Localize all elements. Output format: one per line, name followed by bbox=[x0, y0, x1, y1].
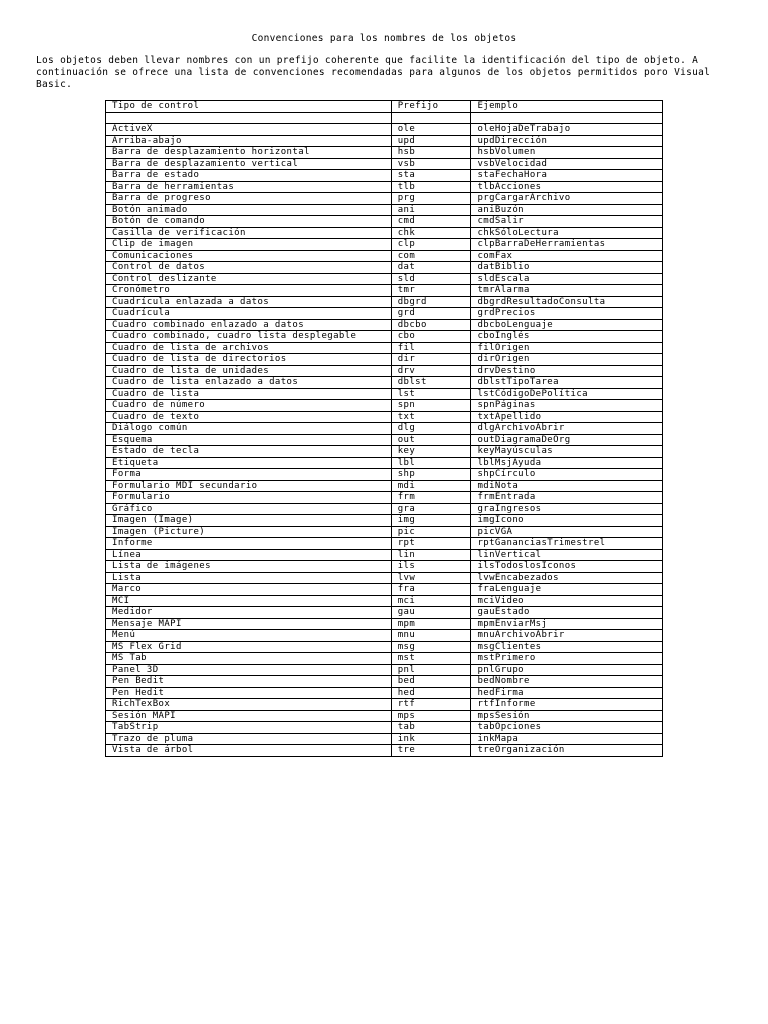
cell-control-type: Imagen (Picture) bbox=[106, 526, 392, 538]
cell-prefix: mci bbox=[391, 595, 471, 607]
cell-prefix: key bbox=[391, 446, 471, 458]
cell-example: dlgArchivoAbrir bbox=[471, 423, 663, 435]
cell-example: outDiagramaDeOrg bbox=[471, 434, 663, 446]
cell-control-type: Cuadro combinado, cuadro lista desplegable bbox=[106, 331, 392, 343]
table-row bbox=[106, 377, 663, 389]
cell-example: filOrigen bbox=[471, 342, 663, 354]
cell-example: prgCargarArchivo bbox=[471, 193, 663, 205]
cell-prefix: ani bbox=[391, 204, 471, 216]
cell-example: dbgrdResultadoConsulta bbox=[471, 296, 663, 308]
table-row bbox=[106, 331, 663, 343]
cell-example: msgClientes bbox=[471, 641, 663, 653]
table-row bbox=[106, 319, 663, 331]
table-row bbox=[106, 434, 663, 446]
table-row bbox=[106, 538, 663, 550]
cell-prefix: tlb bbox=[391, 181, 471, 193]
table-row bbox=[106, 147, 663, 159]
table-row bbox=[106, 170, 663, 182]
cell-control-type: Pen Bedit bbox=[106, 676, 392, 688]
cell-control-type: Cuadro de lista enlazado a datos bbox=[106, 377, 392, 389]
intro-paragraph: Los objetos deben llevar nombres con un prefijo coherente que facilite la identificación del tipo de objeto. A continuación se ofrece una lista de convenciones recomendadas para algunos de los objetos permitidos poro Visual Basic. bbox=[36, 55, 711, 90]
cell-example: staFechaHora bbox=[471, 170, 663, 182]
table-row bbox=[106, 676, 663, 688]
table-row bbox=[106, 400, 663, 412]
cell-control-type: Informe bbox=[106, 538, 392, 550]
table-header-row bbox=[106, 101, 663, 113]
naming-conventions-table bbox=[105, 100, 663, 757]
cell-control-type: Medidor bbox=[106, 607, 392, 619]
table-row bbox=[106, 193, 663, 205]
cell-example: rtfInforme bbox=[471, 699, 663, 711]
cell-control-type: Línea bbox=[106, 549, 392, 561]
cell-control-type: Barra de desplazamiento vertical bbox=[106, 158, 392, 170]
cell-example: sldEscala bbox=[471, 273, 663, 285]
cell-prefix: dblst bbox=[391, 377, 471, 389]
cell-control-type: Etiqueta bbox=[106, 457, 392, 469]
table-row bbox=[106, 549, 663, 561]
cell-prefix: gau bbox=[391, 607, 471, 619]
table-row bbox=[106, 204, 663, 216]
cell-prefix: mdi bbox=[391, 480, 471, 492]
cell-control-type: Forma bbox=[106, 469, 392, 481]
cell-prefix: bed bbox=[391, 676, 471, 688]
cell-control-type: Control de datos bbox=[106, 262, 392, 274]
table-row bbox=[106, 354, 663, 366]
table-row bbox=[106, 388, 663, 400]
table-row bbox=[106, 618, 663, 630]
cell-prefix: lvw bbox=[391, 572, 471, 584]
cell-prefix: lst bbox=[391, 388, 471, 400]
cell-control-type: Cuadro de lista de archivos bbox=[106, 342, 392, 354]
cell-control-type: Mensaje MAPI bbox=[106, 618, 392, 630]
cell-control-type: Cuadro combinado enlazado a datos bbox=[106, 319, 392, 331]
cell-example: chkSóloLectura bbox=[471, 227, 663, 239]
table-spacer-row bbox=[106, 112, 663, 124]
cell-control-type: RichTexBox bbox=[106, 699, 392, 711]
table-row bbox=[106, 250, 663, 262]
table-row bbox=[106, 664, 663, 676]
table-row bbox=[106, 641, 663, 653]
cell-example: lvwEncabezados bbox=[471, 572, 663, 584]
cell-example: mstPrimero bbox=[471, 653, 663, 665]
cell-prefix: rtf bbox=[391, 699, 471, 711]
cell-example: lblMsjAyuda bbox=[471, 457, 663, 469]
spacer-cell bbox=[106, 112, 392, 124]
cell-control-type: Control deslizante bbox=[106, 273, 392, 285]
cell-prefix: com bbox=[391, 250, 471, 262]
cell-example: ilsTodoslosIconos bbox=[471, 561, 663, 573]
cell-example: txtApellido bbox=[471, 411, 663, 423]
cell-prefix: mnu bbox=[391, 630, 471, 642]
cell-prefix: shp bbox=[391, 469, 471, 481]
header-control-type: Tipo de control bbox=[106, 101, 392, 113]
cell-example: tmrAlarma bbox=[471, 285, 663, 297]
cell-control-type: Lista bbox=[106, 572, 392, 584]
cell-prefix: ink bbox=[391, 733, 471, 745]
table-row bbox=[106, 572, 663, 584]
cell-prefix: hed bbox=[391, 687, 471, 699]
cell-prefix: mpm bbox=[391, 618, 471, 630]
table-row bbox=[106, 446, 663, 458]
table-row bbox=[106, 469, 663, 481]
cell-control-type: Trazo de pluma bbox=[106, 733, 392, 745]
cell-example: spnPáginas bbox=[471, 400, 663, 412]
cell-control-type: Imagen (Image) bbox=[106, 515, 392, 527]
cell-control-type: Botón animado bbox=[106, 204, 392, 216]
cell-prefix: fil bbox=[391, 342, 471, 354]
cell-prefix: gra bbox=[391, 503, 471, 515]
cell-prefix: prg bbox=[391, 193, 471, 205]
cell-example: fraLenguaje bbox=[471, 584, 663, 596]
table-row bbox=[106, 342, 663, 354]
cell-example: mnuArchivoAbrir bbox=[471, 630, 663, 642]
table-row bbox=[106, 216, 663, 228]
cell-prefix: dbgrd bbox=[391, 296, 471, 308]
cell-example: pnlGrupo bbox=[471, 664, 663, 676]
cell-prefix: fra bbox=[391, 584, 471, 596]
spacer-cell bbox=[391, 112, 471, 124]
table-row bbox=[106, 480, 663, 492]
cell-example: linVertical bbox=[471, 549, 663, 561]
cell-prefix: upd bbox=[391, 135, 471, 147]
cell-example: oleHojaDeTrabajo bbox=[471, 124, 663, 136]
cell-example: vsbVelocidad bbox=[471, 158, 663, 170]
cell-example: bedNombre bbox=[471, 676, 663, 688]
cell-prefix: spn bbox=[391, 400, 471, 412]
table-row bbox=[106, 273, 663, 285]
cell-control-type: Menú bbox=[106, 630, 392, 642]
cell-prefix: lbl bbox=[391, 457, 471, 469]
cell-example: cboInglés bbox=[471, 331, 663, 343]
table-row bbox=[106, 308, 663, 320]
table-row bbox=[106, 227, 663, 239]
table-row bbox=[106, 135, 663, 147]
cell-example: drvDestino bbox=[471, 365, 663, 377]
cell-control-type: Cuadro de número bbox=[106, 400, 392, 412]
cell-prefix: dbcbo bbox=[391, 319, 471, 331]
table-row bbox=[106, 515, 663, 527]
table-row bbox=[106, 423, 663, 435]
table-row bbox=[106, 733, 663, 745]
cell-example: datBiblio bbox=[471, 262, 663, 274]
cell-prefix: pic bbox=[391, 526, 471, 538]
header-example: Ejemplo bbox=[471, 101, 663, 113]
table-row bbox=[106, 181, 663, 193]
cell-prefix: sld bbox=[391, 273, 471, 285]
cell-example: dbcboLenguaje bbox=[471, 319, 663, 331]
cell-prefix: drv bbox=[391, 365, 471, 377]
table-row bbox=[106, 158, 663, 170]
cell-prefix: txt bbox=[391, 411, 471, 423]
cell-example: aniBuzón bbox=[471, 204, 663, 216]
cell-prefix: clp bbox=[391, 239, 471, 251]
cell-prefix: dat bbox=[391, 262, 471, 274]
cell-control-type: Comunicaciones bbox=[106, 250, 392, 262]
cell-control-type: Cronómetro bbox=[106, 285, 392, 297]
cell-example: treOrganización bbox=[471, 745, 663, 757]
cell-prefix: dir bbox=[391, 354, 471, 366]
table-row bbox=[106, 365, 663, 377]
cell-prefix: mst bbox=[391, 653, 471, 665]
page-title: Convenciones para los nombres de los objetos bbox=[251, 33, 517, 44]
cell-example: grdPrecios bbox=[471, 308, 663, 320]
cell-control-type: MS Tab bbox=[106, 653, 392, 665]
table-row bbox=[106, 745, 663, 757]
table-row bbox=[106, 124, 663, 136]
cell-control-type: Arriba-abajo bbox=[106, 135, 392, 147]
cell-prefix: tmr bbox=[391, 285, 471, 297]
cell-control-type: Cuadrícula bbox=[106, 308, 392, 320]
table-row bbox=[106, 457, 663, 469]
cell-example: imgIcono bbox=[471, 515, 663, 527]
cell-prefix: msg bbox=[391, 641, 471, 653]
cell-prefix: pnl bbox=[391, 664, 471, 676]
cell-prefix: out bbox=[391, 434, 471, 446]
cell-example: rptGananciasTrimestrel bbox=[471, 538, 663, 550]
cell-control-type: Botón de comando bbox=[106, 216, 392, 228]
cell-control-type: Formulario bbox=[106, 492, 392, 504]
cell-example: gauEstado bbox=[471, 607, 663, 619]
cell-example: comFax bbox=[471, 250, 663, 262]
cell-control-type: Barra de progreso bbox=[106, 193, 392, 205]
cell-control-type: Barra de desplazamiento horizontal bbox=[106, 147, 392, 159]
table-row bbox=[106, 561, 663, 573]
table-row bbox=[106, 595, 663, 607]
cell-control-type: Formulario MDI secundario bbox=[106, 480, 392, 492]
cell-prefix: vsb bbox=[391, 158, 471, 170]
table-row bbox=[106, 262, 663, 274]
cell-example: frmEntrada bbox=[471, 492, 663, 504]
cell-control-type: Gráfico bbox=[106, 503, 392, 515]
table-row bbox=[106, 239, 663, 251]
cell-control-type: Panel 3D bbox=[106, 664, 392, 676]
cell-example: tlbAcciones bbox=[471, 181, 663, 193]
cell-control-type: Cuadro de lista de unidades bbox=[106, 365, 392, 377]
cell-prefix: grd bbox=[391, 308, 471, 320]
cell-control-type: TabStrip bbox=[106, 722, 392, 734]
table-row bbox=[106, 411, 663, 423]
cell-example: dblstTipoTarea bbox=[471, 377, 663, 389]
cell-prefix: cmd bbox=[391, 216, 471, 228]
table-row bbox=[106, 687, 663, 699]
cell-example: shpCírculo bbox=[471, 469, 663, 481]
cell-example: tabOpciones bbox=[471, 722, 663, 734]
table-row bbox=[106, 503, 663, 515]
cell-prefix: hsb bbox=[391, 147, 471, 159]
cell-control-type: MS Flex Grid bbox=[106, 641, 392, 653]
cell-control-type: Vista de árbol bbox=[106, 745, 392, 757]
cell-example: lstCódigoDePolítica bbox=[471, 388, 663, 400]
spacer-cell bbox=[471, 112, 663, 124]
cell-prefix: tab bbox=[391, 722, 471, 734]
cell-control-type: Lista de imágenes bbox=[106, 561, 392, 573]
header-prefix: Prefijo bbox=[391, 101, 471, 113]
cell-example: graIngresos bbox=[471, 503, 663, 515]
cell-prefix: ole bbox=[391, 124, 471, 136]
cell-control-type: Esquema bbox=[106, 434, 392, 446]
cell-prefix: cbo bbox=[391, 331, 471, 343]
cell-example: mpmEnviarMsj bbox=[471, 618, 663, 630]
table-row bbox=[106, 607, 663, 619]
cell-example: keyMayúsculas bbox=[471, 446, 663, 458]
cell-control-type: Cuadro de lista de directorios bbox=[106, 354, 392, 366]
cell-prefix: frm bbox=[391, 492, 471, 504]
cell-control-type: Cuadro de lista bbox=[106, 388, 392, 400]
cell-example: inkMapa bbox=[471, 733, 663, 745]
cell-prefix: tre bbox=[391, 745, 471, 757]
table-row bbox=[106, 584, 663, 596]
cell-control-type: MCI bbox=[106, 595, 392, 607]
cell-prefix: dlg bbox=[391, 423, 471, 435]
table-row bbox=[106, 653, 663, 665]
cell-control-type: Clip de imagen bbox=[106, 239, 392, 251]
cell-prefix: img bbox=[391, 515, 471, 527]
table-row bbox=[106, 699, 663, 711]
cell-control-type: Barra de estado bbox=[106, 170, 392, 182]
cell-prefix: sta bbox=[391, 170, 471, 182]
cell-prefix: mps bbox=[391, 710, 471, 722]
cell-prefix: lin bbox=[391, 549, 471, 561]
cell-example: mdiNota bbox=[471, 480, 663, 492]
cell-prefix: rpt bbox=[391, 538, 471, 550]
cell-prefix: chk bbox=[391, 227, 471, 239]
cell-control-type: ActiveX bbox=[106, 124, 392, 136]
cell-example: mciVideo bbox=[471, 595, 663, 607]
cell-control-type: Pen Hedit bbox=[106, 687, 392, 699]
cell-example: hedFirma bbox=[471, 687, 663, 699]
cell-example: picVGA bbox=[471, 526, 663, 538]
table-row bbox=[106, 285, 663, 297]
cell-prefix: ils bbox=[391, 561, 471, 573]
cell-control-type: Diálogo común bbox=[106, 423, 392, 435]
table-row bbox=[106, 526, 663, 538]
cell-control-type: Estado de tecla bbox=[106, 446, 392, 458]
table-row bbox=[106, 630, 663, 642]
cell-control-type: Cuadrícula enlazada a datos bbox=[106, 296, 392, 308]
cell-example: hsbVolumen bbox=[471, 147, 663, 159]
cell-control-type: Casilla de verificación bbox=[106, 227, 392, 239]
cell-control-type: Barra de herramientas bbox=[106, 181, 392, 193]
table-row bbox=[106, 722, 663, 734]
table-row bbox=[106, 710, 663, 722]
table-row bbox=[106, 492, 663, 504]
cell-control-type: Marco bbox=[106, 584, 392, 596]
cell-example: clpBarraDeHerramientas bbox=[471, 239, 663, 251]
cell-example: mpsSesión bbox=[471, 710, 663, 722]
cell-example: dirOrigen bbox=[471, 354, 663, 366]
table-row bbox=[106, 296, 663, 308]
cell-control-type: Cuadro de texto bbox=[106, 411, 392, 423]
cell-control-type: Sesión MAPI bbox=[106, 710, 392, 722]
cell-example: updDirección bbox=[471, 135, 663, 147]
cell-example: cmdSalir bbox=[471, 216, 663, 228]
